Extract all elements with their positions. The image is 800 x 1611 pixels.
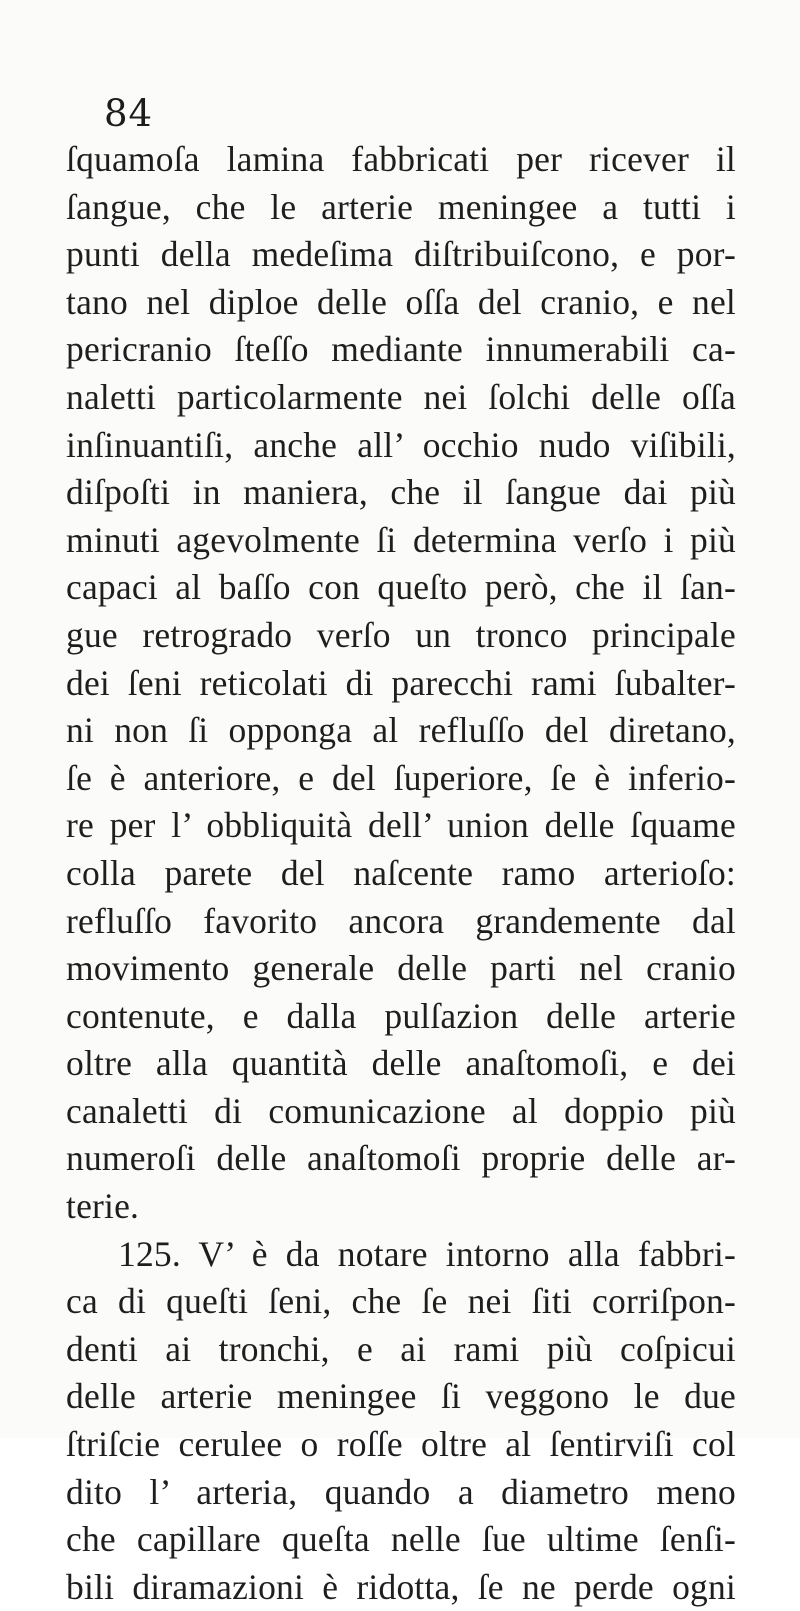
body-text — [66, 136, 736, 1611]
text-line: bili diramazioni è ridotta, ſe ne perde ogni — [66, 1566, 736, 1607]
text-line: minuti agevolmente ſi determina verſo i più — [66, 519, 736, 560]
text-line: capaci al baſſo con queſto però, che il ſan- — [66, 567, 736, 608]
text-line: pericranio ſteſſo mediante innumerabili ca- — [66, 329, 736, 370]
text-line: contenute, e dalla pulſazion delle arterie — [66, 995, 736, 1036]
text-line: oltre alla quantità delle anaſtomoſi, e dei — [66, 1043, 736, 1084]
text-line: terie. — [66, 1186, 140, 1227]
text-line: ſangue, che le arterie meningee a tutti i — [66, 186, 736, 227]
text-line: ni non ſi opponga al refluſſo del diretano, — [66, 710, 736, 751]
text-line: naletti particolarmente nei ſolchi delle oſſa — [66, 376, 736, 417]
text-line: refluſſo favorito ancora grandemente dal — [66, 900, 736, 941]
text-line: numeroſi delle anaſtomoſi proprie delle ar- — [66, 1138, 736, 1179]
text-line: re per l’ obbliquità dell’ union delle ſquame — [66, 805, 736, 846]
text-line: delle arterie meningee ſi veggono le due — [66, 1376, 736, 1417]
paragraph-2 — [66, 1231, 736, 1611]
text-line: dei ſeni reticolati di parecchi rami ſubalter- — [66, 662, 736, 703]
text-line: colla parete del naſcente ramo arterioſo: — [66, 852, 736, 893]
text-line: dito l’ arteria, quando a diametro meno — [66, 1471, 736, 1512]
text-line: 125. V’ è da notare intorno alla fabbri- — [118, 1233, 736, 1274]
text-line: canaletti di comunicazione al doppio più — [66, 1090, 736, 1131]
page-number: 84 — [104, 92, 154, 135]
text-line: ſe è anteriore, e del ſuperiore, ſe è inferio- — [66, 757, 736, 798]
text-line: gue retrogrado verſo un tronco principale — [66, 614, 736, 655]
text-line: diſpoſti in maniera, che il ſangue dai più — [66, 472, 736, 513]
text-line: punti della medeſima diſtribuiſcono, e por- — [66, 234, 736, 275]
text-line: denti ai tronchi, e ai rami più coſpicui — [66, 1328, 736, 1369]
text-line: ca di queſti ſeni, che ſe nei ſiti corriſpon- — [66, 1281, 736, 1322]
text-line: ſquamoſa lamina fabbricati per ricever il — [66, 139, 736, 179]
text-line: inſinuantiſi, anche all’ occhio nudo viſibili, — [66, 424, 736, 465]
text-line: movimento generale delle parti nel cranio — [66, 948, 736, 989]
text-line: ſtriſcie cerulee o roſſe oltre al ſentirviſi col — [66, 1424, 736, 1465]
text-line: che capillare queſta nelle ſue ultime ſenſi- — [66, 1519, 736, 1560]
text-line: tano nel diploe delle oſſa del cranio, e nel — [66, 281, 736, 322]
paragraph-1 — [66, 136, 736, 1231]
